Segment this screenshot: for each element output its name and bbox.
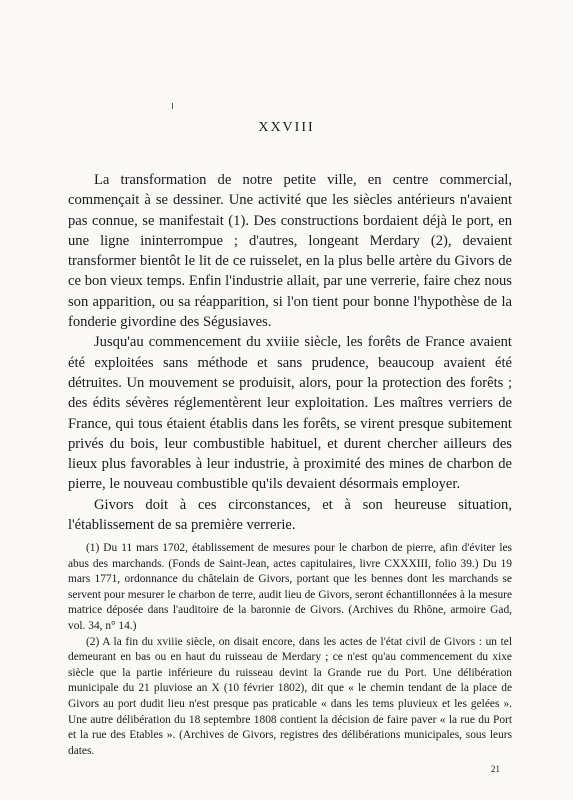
page-number: 21 [491,764,500,774]
chapter-title: XXVIII [258,120,315,135]
paragraph-3: Givors doit à ces circonstances, et à son heureuse situation, l'établissement de sa première verrerie. [68,496,512,534]
footnote-1: (1) Du 11 mars 1702, établissement de mesures pour le charbon de pierre, afin d'éviter les abus des marchands. (Fonds de Saint-Jean, actes capitulaires, livre CXXXIII, folio 39.) Du 19 mars 1771, ordonnance du châtelain de Givors, portant que les bennes dont les marchands se servent pour mesurer le charbon de terre, audit lieu de Givors, seront échantillonnées à la mesure matrice déposée dans l'auditoire de la baronnie de Givors. (Archives du Rhône, armoire Gad, vol. 34, n° 14.) [68,542,512,632]
main-text [68,170,512,535]
scan-mark [172,103,173,109]
footnote-2: (2) A la fin du xviiie siècle, on disait encore, dans les actes de l'état civil de Givors : un tel demeurant en bas ou en haut du ruisseau de Merdary ; ce n'est qu'au commencement du xixe siècle que la partie inférieure du ruisseau devint la Grande rue du Port. Une délibération municipale du 21 pluviose an X (10 février 1802), dit que « le chemin tendant de la place de Givors au port dudit lieu n'est presque pas praticable « dans les tems pluvieux et les gelées ». Une autre délibération du 18 septembre 1808 contient la décision de faire paver « la rue du Port et la rue des Etables ». (Archives de Givors, registres des délibérations municipales, sous leurs dates. [68,635,512,757]
footnotes [68,541,512,759]
paragraph-1: La transformation de notre petite ville, en centre commercial, commençait à se dessiner. Une activité que les siècles antérieurs n'avaient pas connue, se manifestait (1). Des constructions bordaient déjà le port, en une ligne ininterrompue ; d'autres, longeant Merdary (2), devaient transformer bientôt le lit de ce ruisselet, en la plus belle artère du Givors de ce bon vieux temps. Enfin l'industrie allait, par une verrerie, faire chez nous son apparition, ou sa réapparition, si l'on tient pour bonne l'hypothèse de la fonderie givordine des Ségusiaves. [68,172,512,331]
paragraph-2: Jusqu'au commencement du xviiie siècle, les forêts de France avaient été exploitées sans méthode et sans prudence, beaucoup avaient été détruites. Un mouvement se produisit, alors, pour la protection des forêts ; des édits sévères réglementèrent leur exploitation. Les maîtres verriers de France, qui tous étaient établis dans les forêts, se virent presque subitement privés du bois, leur combustible habituel, et durent chercher ailleurs des lieux plus favorables à leur industrie, à proximité des mines de charbon de pierre, le nouveau combustible qu'ils devaient désormais employer. [68,334,512,493]
